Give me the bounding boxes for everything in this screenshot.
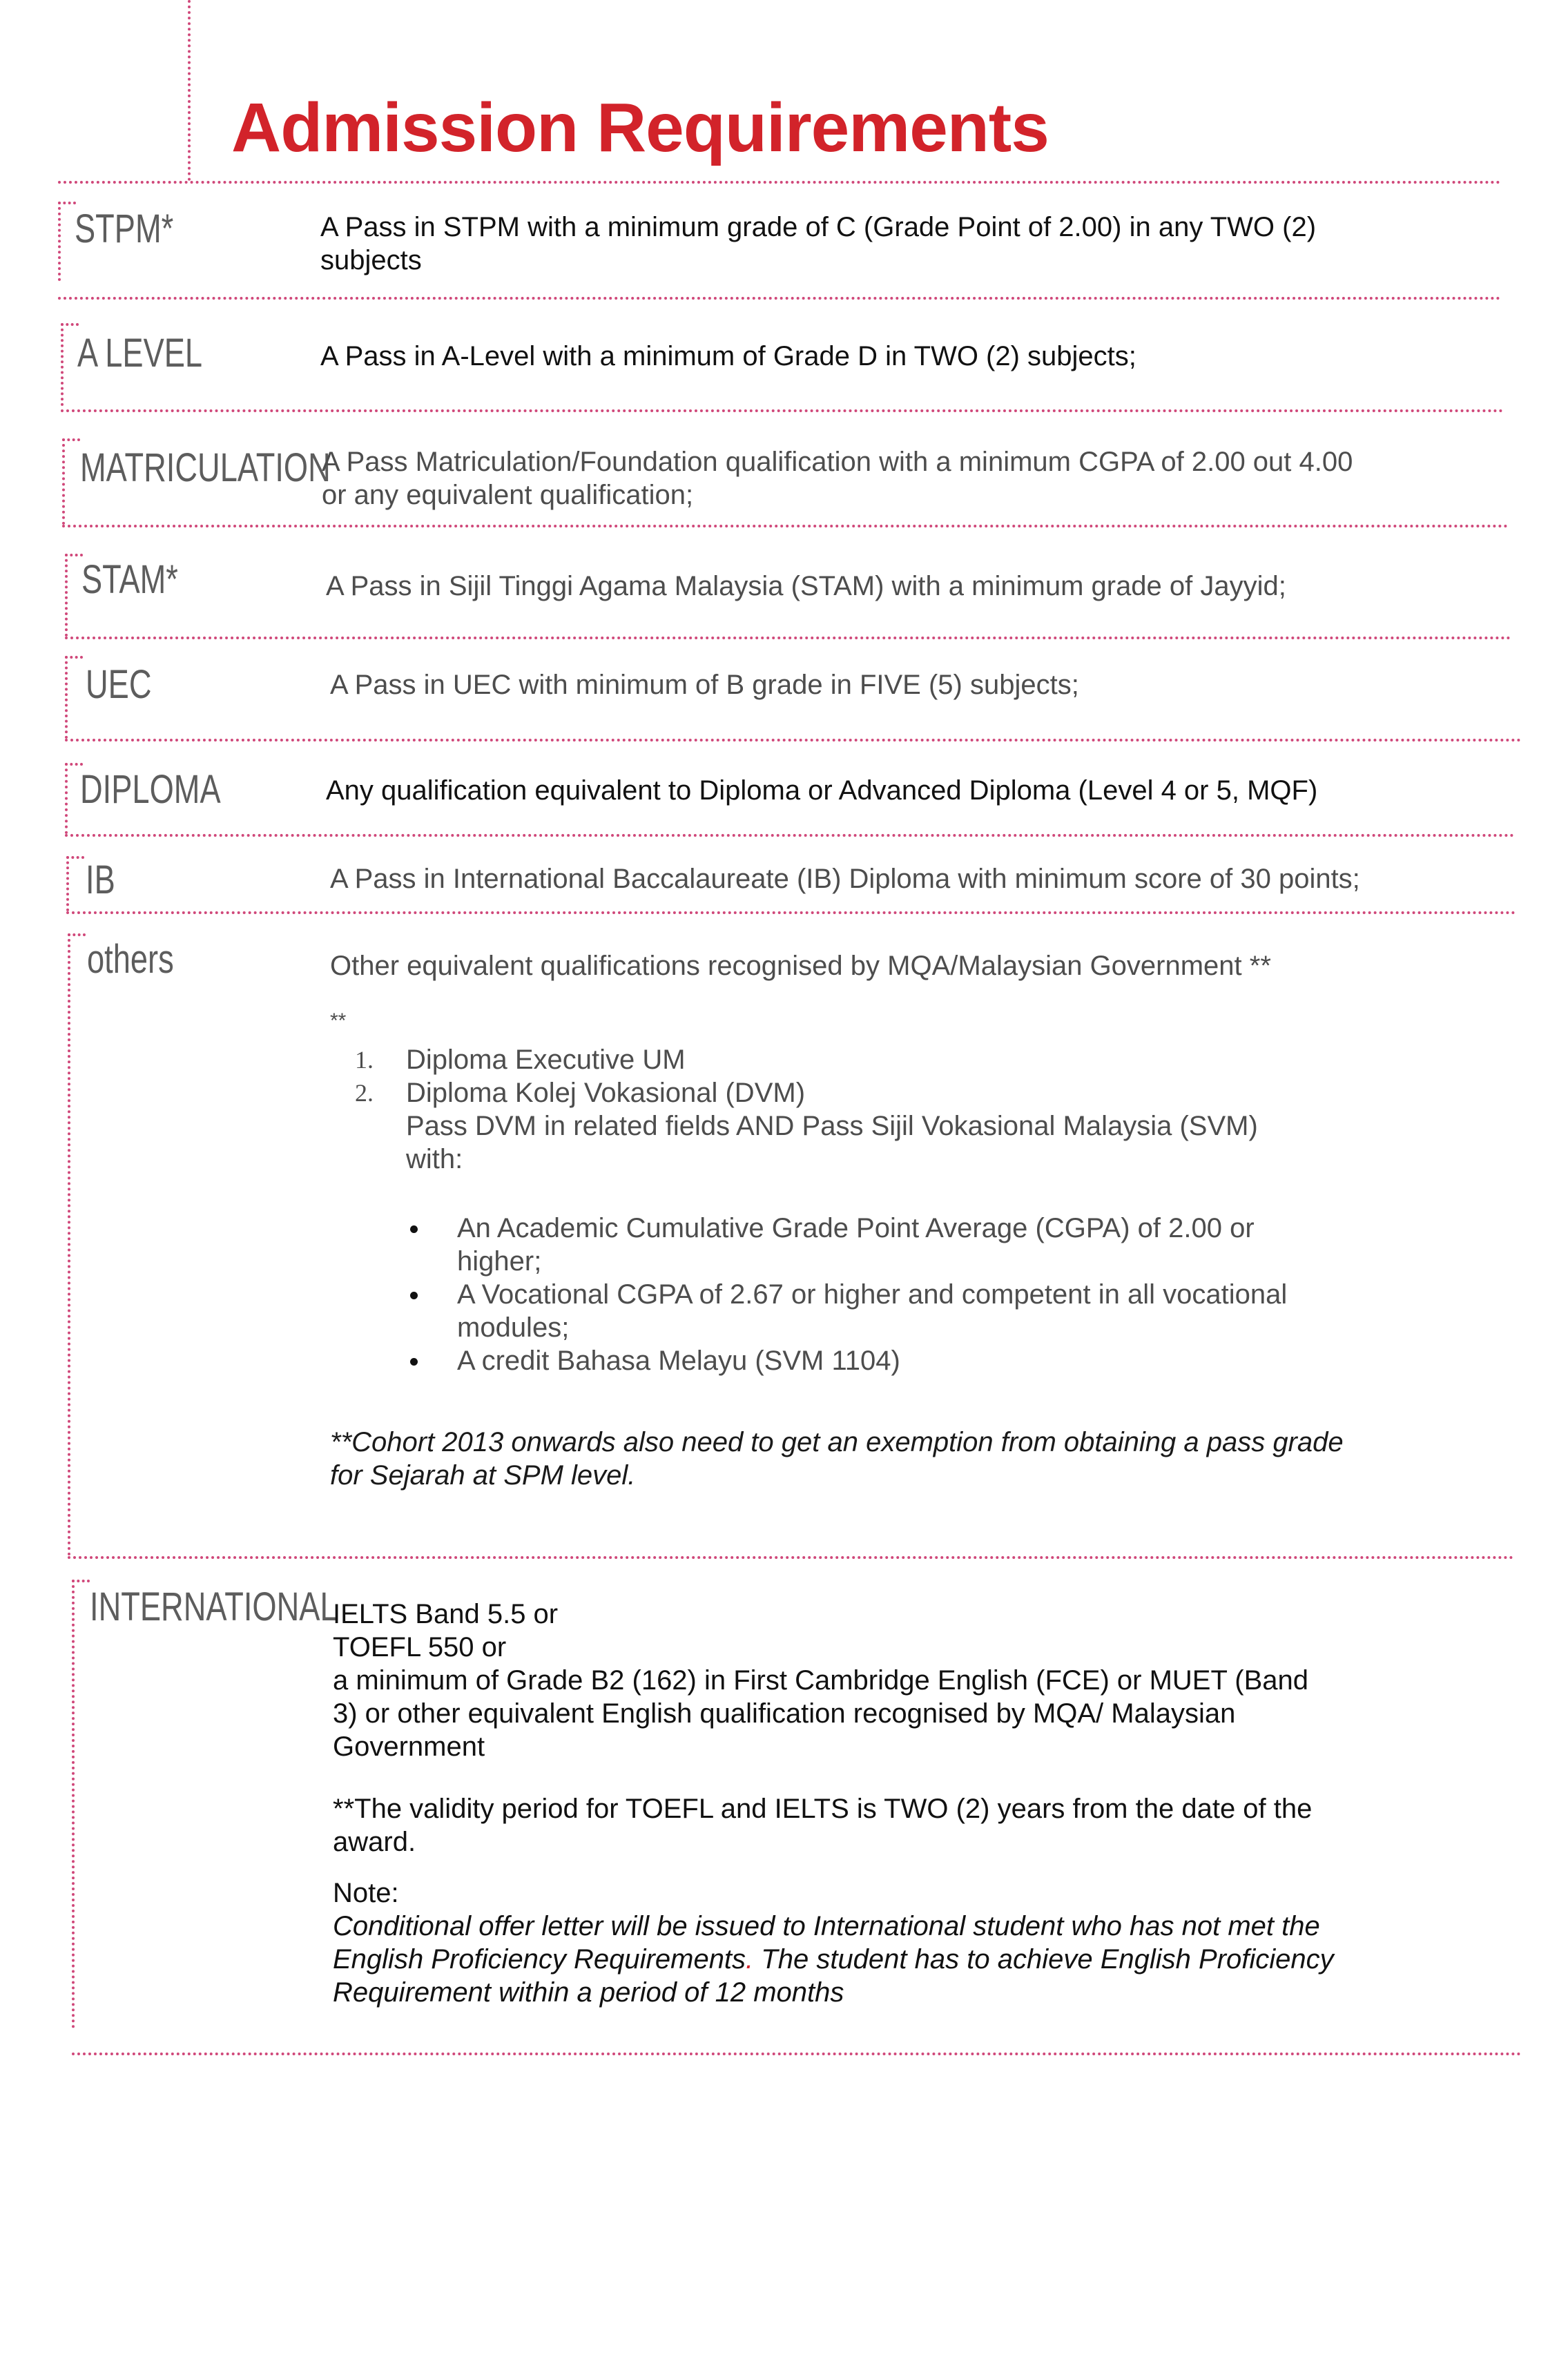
list-item-detail: Pass DVM in related fields AND Pass Sijil Vokasional Malaysia (SVM) with:	[406, 1111, 1258, 1174]
matriculation-bracket-tick	[62, 438, 80, 441]
conditional-offer-period: .	[746, 1944, 754, 1975]
list-item-text: Diploma Executive UM	[406, 1045, 686, 1075]
alevel-divider	[61, 409, 1504, 412]
ib-bracket	[66, 856, 69, 911]
international-label: INTERNATIONAL	[90, 1584, 338, 1629]
ib-bracket-tick	[66, 856, 84, 859]
alevel-label: A LEVEL	[77, 331, 203, 376]
diploma-divider	[65, 834, 1515, 837]
ib-label: IB	[86, 857, 115, 902]
bullet-item: An Academic Cumulative Grade Point Average (CGPA) of 2.00 or higher;	[406, 1212, 1320, 1278]
uec-label: UEC	[86, 662, 152, 707]
uec-requirement: A Pass in UEC with minimum of B grade in FIVE (5) subjects;	[330, 670, 1079, 700]
stpm-divider	[58, 297, 1501, 300]
bullet-item: A Vocational CGPA of 2.67 or higher and competent in all vocational modules;	[406, 1278, 1320, 1344]
stpm-label: STPM*	[75, 206, 174, 251]
diploma-requirement: Any qualification equivalent to Diploma or Advanced Diploma (Level 4 or 5, MQF)	[326, 775, 1318, 806]
page-title: Admission Requirements	[231, 89, 1049, 166]
uec-bracket-tick	[65, 656, 83, 659]
diploma-bracket-tick	[65, 763, 83, 766]
alevel-bracket	[61, 323, 64, 406]
alevel-requirement: A Pass in A-Level with a minimum of Grade D in TWO (2) subjects;	[320, 341, 1136, 371]
fce-muet-requirement: a minimum of Grade B2 (162) in First Cambridge English (FCE) or MUET (Band 3) or other equivalent English qualification recognised by MQA/ Malaysian Government	[333, 1665, 1309, 1762]
proficiency-deadline-text: The student has to achieve English Proficiency Requirement within a period of 12 months	[333, 1944, 1334, 2008]
stam-divider	[65, 637, 1511, 639]
international-bracket	[72, 1580, 75, 2028]
note-heading: Note:	[333, 1878, 399, 1908]
toefl-requirement: TOEFL 550 or	[333, 1632, 507, 1662]
others-label: others	[87, 937, 174, 982]
diploma-bracket	[65, 763, 68, 834]
uec-bracket	[65, 656, 68, 739]
list-item-number: 2.	[355, 1079, 374, 1107]
matriculation-divider	[62, 525, 1509, 527]
stpm-requirement: A Pass in STPM with a minimum grade of C (Grade Point of 2.00) in any TWO (2) subjects	[320, 212, 1317, 275]
title-divider-vertical	[188, 0, 191, 181]
others-bracket-tick	[68, 933, 86, 936]
validity-note: **The validity period for TOEFL and IELTS is TWO (2) years from the date of the award.	[333, 1794, 1313, 1857]
ib-divider	[66, 911, 1516, 914]
others-requirement: Other equivalent qualifications recognised by MQA/Malaysian Government **	[330, 951, 1271, 981]
alevel-bracket-tick	[61, 323, 79, 326]
others-divider	[68, 1556, 1514, 1559]
stam-label: STAM*	[81, 557, 178, 602]
others-cohort-note: **Cohort 2013 onwards also need to get an exemption from obtaining a pass grade for Sejarah at SPM level.	[330, 1427, 1344, 1491]
title-divider-horizontal	[58, 181, 1501, 184]
international-bracket-tick	[72, 1580, 90, 1582]
international-divider	[72, 2053, 1522, 2055]
diploma-label: DIPLOMA	[80, 767, 221, 812]
bullet-item: A credit Bahasa Melayu (SVM 1104)	[406, 1344, 1320, 1377]
matriculation-requirement: A Pass Matriculation/Foundation qualification with a minimum CGPA of 2.00 out 4.00 or any equivalent qualification;	[322, 447, 1353, 510]
conditional-offer-text: Conditional offer letter will be issued to International student who has not met the English Proficiency Requirements	[333, 1911, 1320, 1975]
international-section	[333, 1598, 1334, 2009]
stpm-bracket-tick	[58, 202, 76, 204]
ib-requirement: A Pass in International Baccalaureate (IB) Diploma with minimum score of 30 points;	[330, 864, 1360, 894]
others-section	[330, 949, 1366, 1492]
dvm-criteria-list	[406, 1212, 1366, 1377]
matriculation-label: MATRICULATION	[80, 445, 331, 490]
uec-divider	[65, 739, 1522, 741]
list-item	[330, 1043, 1366, 1076]
others-list	[330, 1043, 1366, 1377]
conditional-offer-note	[333, 1910, 1348, 2009]
list-item	[330, 1076, 1366, 1377]
stam-requirement: A Pass in Sijil Tinggi Agama Malaysia (STAM) with a minimum grade of Jayyid;	[326, 571, 1286, 601]
stam-bracket-tick	[65, 554, 83, 556]
list-item-text: Diploma Kolej Vokasional (DVM)	[406, 1078, 806, 1108]
list-item-number: 1.	[355, 1046, 374, 1074]
stpm-bracket	[58, 202, 61, 281]
others-bracket	[68, 933, 70, 1556]
others-marker: **	[330, 1009, 347, 1032]
ielts-requirement: IELTS Band 5.5 or	[333, 1599, 559, 1629]
stam-bracket	[65, 554, 68, 637]
matriculation-bracket	[62, 438, 65, 525]
